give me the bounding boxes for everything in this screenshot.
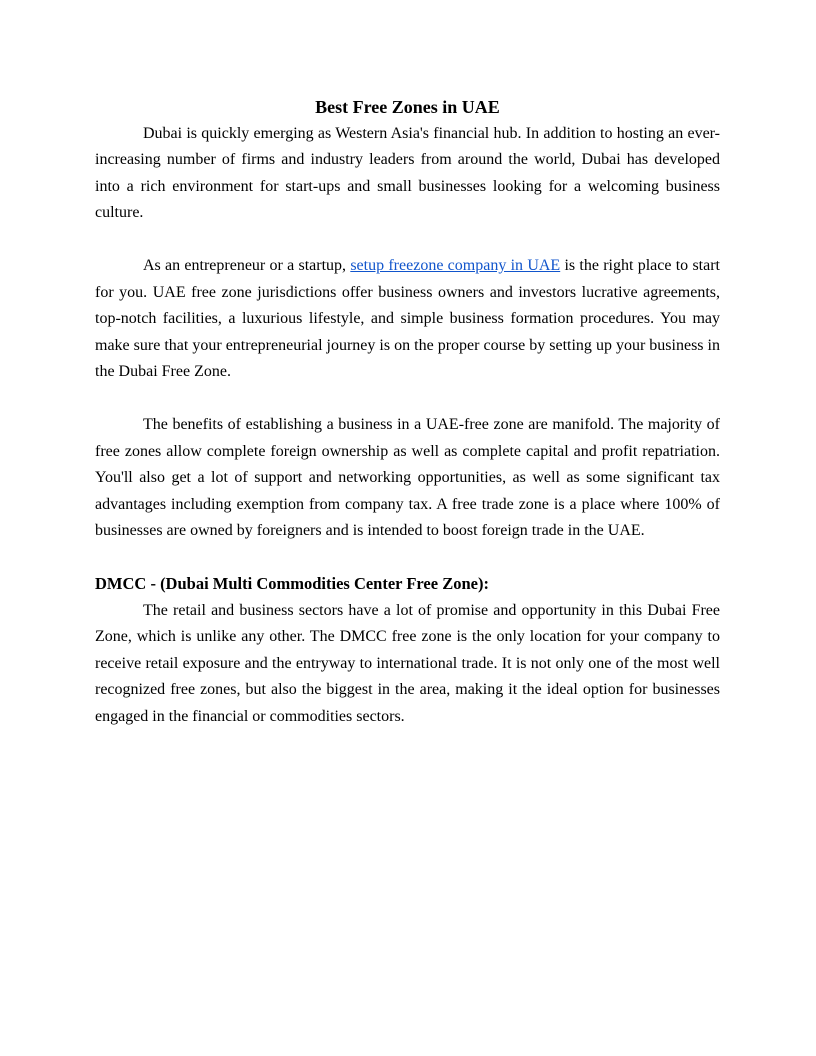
paragraph-intro: Dubai is quickly emerging as Western Asia's financial hub. In addition to hosting an ever-increasing number of firms and industry leaders from around the world, Dubai has developed into a rich environment for start-ups and small businesses looking for a welcoming business culture. [95,124,720,221]
paragraph-dmcc: The retail and business sectors have a lot of promise and opportunity in this Dubai Free Zone, which is unlike any other. The DMCC free zone is the only location for your company to receive retail exposure and the entryway to international trade. It is not only one of the most well recognized free zones, but also the biggest in the area, making it the ideal option for businesses engaged in the financial or commodities sectors. [95,601,720,725]
dmcc-section-heading: DMCC - (Dubai Multi Commodities Center Free Zone): [95,574,489,593]
setup-freezone-company-link[interactable]: setup freezone company in UAE [350,257,561,274]
paragraph-entrepreneur [95,253,720,386]
paragraph-entrepreneur-after-link: is the right place to start for you. UAE free zone jurisdictions offer business owners and investors lucrative agreements, top-notch facilities, a luxurious lifestyle, and simple business formation procedures. You may make sure that your entrepreneurial journey is on the proper course by setting up your business in the Dubai Free Zone. [95,257,720,380]
document-title: Best Free Zones in UAE [315,97,500,117]
paragraph-benefits: The benefits of establishing a business in a UAE-free zone are manifold. The majority of free zones allow complete foreign ownership as well as complete capital and profit repatriation. You'll also get a lot of support and networking opportunities, as well as some significant tax advantages including exemption from company tax. A free trade zone is a place where 100% of businesses are owned by foreigners and is intended to boost foreign trade in the UAE. [95,416,720,539]
paragraph-entrepreneur-before-link: As an entrepreneur or a startup, [143,257,351,274]
